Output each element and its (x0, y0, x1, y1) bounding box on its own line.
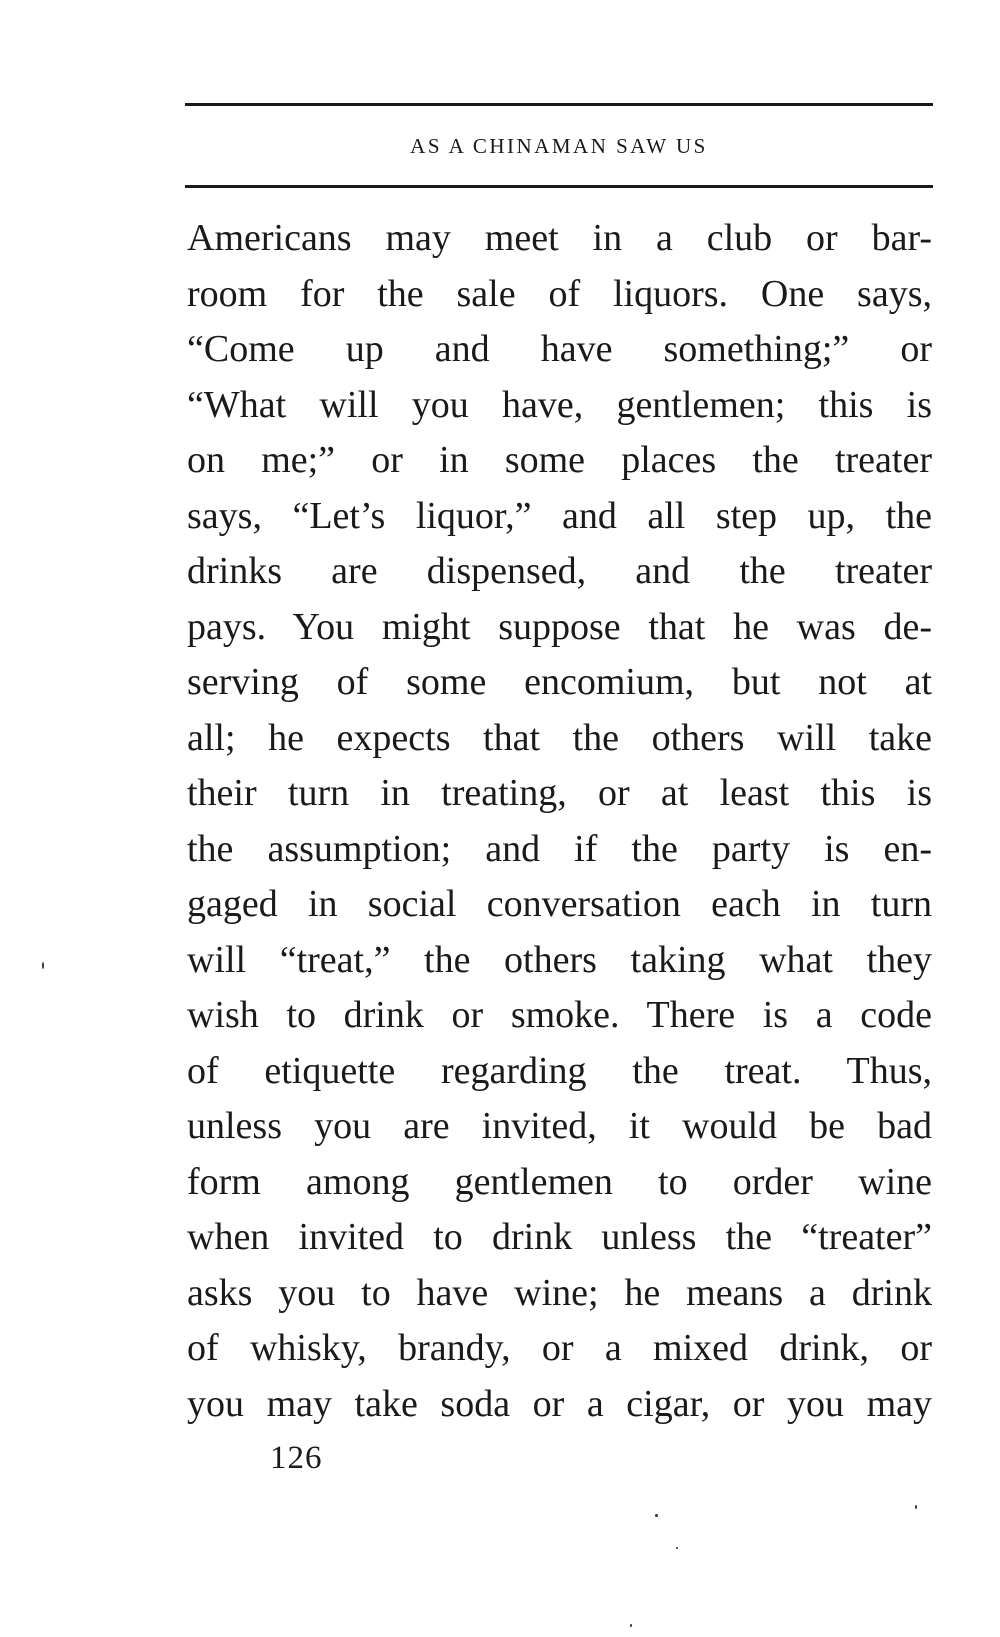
text-line: will “treat,” the others taking what they (187, 938, 932, 981)
text-line: unless you are invited, it would be bad (187, 1105, 932, 1147)
text-line: pays. You might suppose that he was de- (187, 605, 932, 648)
text-line: on me;” or in some places the treater (187, 439, 932, 481)
running-head: AS A CHINAMAN SAW US (410, 134, 708, 158)
header-bottom-rule (185, 185, 933, 188)
text-line: says, “Let’s liquor,” and all step up, the (187, 494, 932, 537)
text-line: of whisky, brandy, or a mixed drink, or (187, 1327, 932, 1369)
scan-speck (676, 1547, 678, 1549)
scan-speck (42, 962, 44, 969)
text-line: drinks are dispensed, and the treater (187, 550, 932, 592)
page-number: 126 (270, 1440, 323, 1476)
text-line: wish to drink or smoke. There is a code (187, 994, 932, 1036)
text-line: of etiquette regarding the treat. Thus, (187, 1049, 932, 1092)
text-line: “What will you have, gentlemen; this is (187, 383, 932, 426)
text-line: all; he expects that the others will take (187, 716, 932, 759)
scan-speck (630, 1624, 632, 1627)
text-line: you may take soda or a cigar, or you may (187, 1382, 932, 1425)
text-line: gaged in social conversation each in turn (187, 883, 932, 925)
header-top-rule (185, 103, 933, 106)
text-line: “Come up and have something;” or (187, 328, 932, 370)
text-line: the assumption; and if the party is en- (187, 827, 932, 870)
scan-speck (655, 1514, 658, 1517)
text-line: when invited to drink unless the “treater” (187, 1216, 932, 1258)
body-text (187, 211, 932, 1432)
text-line: room for the sale of liquors. One says, (187, 272, 932, 315)
text-line: serving of some encomium, but not at (187, 661, 932, 703)
text-line: asks you to have wine; he means a drink (187, 1271, 932, 1314)
text-line: Americans may meet in a club or bar- (187, 217, 932, 259)
text-line: their turn in treating, or at least this is (187, 772, 932, 814)
scan-speck (915, 1505, 917, 1509)
text-line: form among gentlemen to order wine (187, 1160, 932, 1203)
